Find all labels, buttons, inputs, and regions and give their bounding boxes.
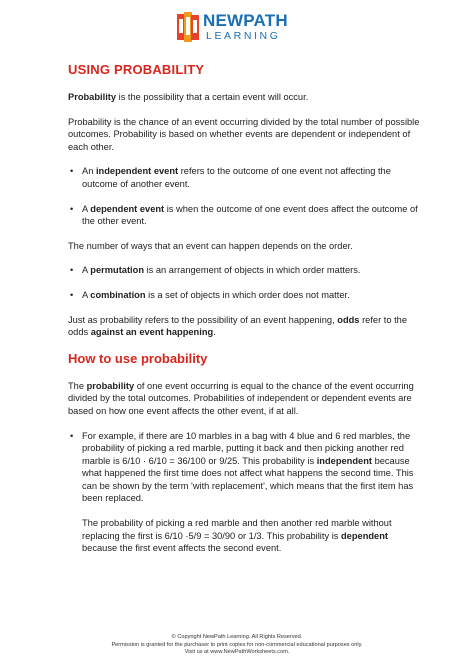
worksheet-content: [68, 62, 422, 567]
term-dependent: dependent: [341, 530, 389, 541]
example-text-2: because what happened the first time does not affect what happens the second time. This can be shown by the term 'with replacement', which means that the first item has been replaced.: [82, 455, 414, 504]
bullet-icon: •: [70, 265, 74, 276]
odds-paragraph: [68, 314, 422, 339]
list-item-dependent: [68, 203, 422, 228]
definition-text: is the possibility that a certain event will occur.: [116, 92, 309, 102]
odds-text-1: Just as probability refers to the possibility of an event happening,: [68, 314, 338, 325]
list-item-text: is a set of objects in which order does not matter.: [145, 289, 350, 300]
section-heading-how-to: How to use probability: [68, 350, 208, 366]
list-item-independent: [68, 165, 422, 190]
list-item-prefix: An: [82, 166, 96, 177]
list-item-text: refers to the outcome of one event not affecting the outcome of another event.: [82, 166, 391, 189]
how-to-paragraph: [68, 380, 422, 418]
odds-text-2: refer to the odds: [68, 314, 408, 338]
how-to-text-1: The: [68, 380, 87, 391]
list-item-permutation: [68, 264, 422, 277]
term-combination: combination: [90, 289, 146, 300]
list-item-example: [68, 430, 422, 555]
list-item-prefix: A: [82, 265, 91, 276]
logo-mark-icon: [176, 11, 200, 43]
list-item-text: is when the outcome of one event does affect the outcome of the other event.: [82, 203, 418, 227]
example2-text-2: because the first event affects the second event.: [82, 543, 282, 554]
probability-explanation: Probability is the chance of an event occurring divided by the total number of possible outcomes. Probability is based on whether events are dependent or independent of each other.: [68, 116, 420, 152]
term-independent-event: independent event: [95, 166, 179, 177]
bullet-icon: •: [70, 289, 74, 300]
footer-line-1: © Copyright NewPath Learning. All Rights Reserved.: [171, 634, 303, 640]
example2-text-1: The probability of picking a red marble and then another red marble without replacing the first is 6/10 ·5/9 = 30/90 or 1/3. This probability is: [82, 518, 392, 541]
arrangement-types-list: [68, 264, 422, 301]
event-types-list: [68, 165, 422, 227]
how-to-text-2: of one event occurring is equal to the chance of the event occurring divided by the total outcomes. Probabilities of independent or dependent events are based on how one event affects the other event, if at all.: [68, 380, 414, 416]
bullet-icon: •: [70, 203, 74, 214]
footer-line-3: Visit us at www.NewPathWorksheets.com.: [184, 649, 290, 656]
definition-probability: [68, 91, 422, 104]
bullet-icon: •: [70, 166, 74, 177]
footer-line-2: Permission is granted for the purchaser to print copies for non-commercial educational purposes only.: [111, 641, 363, 648]
order-statement: The number of ways that an event can happen depends on the order.: [68, 240, 353, 251]
list-item-combination: [68, 289, 422, 302]
page-title: USING PROBABILITY: [68, 62, 205, 77]
example-list: [68, 430, 422, 555]
list-item-prefix: A: [82, 289, 91, 300]
bullet-icon: •: [70, 430, 74, 441]
copyright-footer: [0, 634, 474, 657]
term-odds: odds: [337, 314, 360, 325]
term-dependent-event: dependent event: [90, 203, 165, 214]
term-permutation: permutation: [90, 265, 144, 276]
term-independent: independent: [316, 455, 372, 466]
logo-wordmark-top: NEWPATH: [203, 11, 288, 30]
example-continuation: [82, 517, 422, 555]
newpath-logo: [176, 11, 296, 45]
term-against-event: against an event happening: [90, 327, 214, 338]
list-item-prefix: A: [82, 203, 91, 214]
term-probability-2: probability: [86, 380, 135, 391]
odds-text-3: .: [213, 327, 216, 338]
list-item-text: is an arrangement of objects in which order matters.: [144, 265, 361, 276]
logo-wordmark-bottom: LEARNING: [206, 30, 281, 42]
term-probability: Probability: [68, 92, 117, 102]
example-text-1: For example, if there are 10 marbles in a bag with 4 blue and 6 red marbles, the probability of picking a red marble, putting it back and then picking another red marble is 6/10 · 6/10 = 36/100 or 9/25. This probability is: [82, 430, 411, 466]
